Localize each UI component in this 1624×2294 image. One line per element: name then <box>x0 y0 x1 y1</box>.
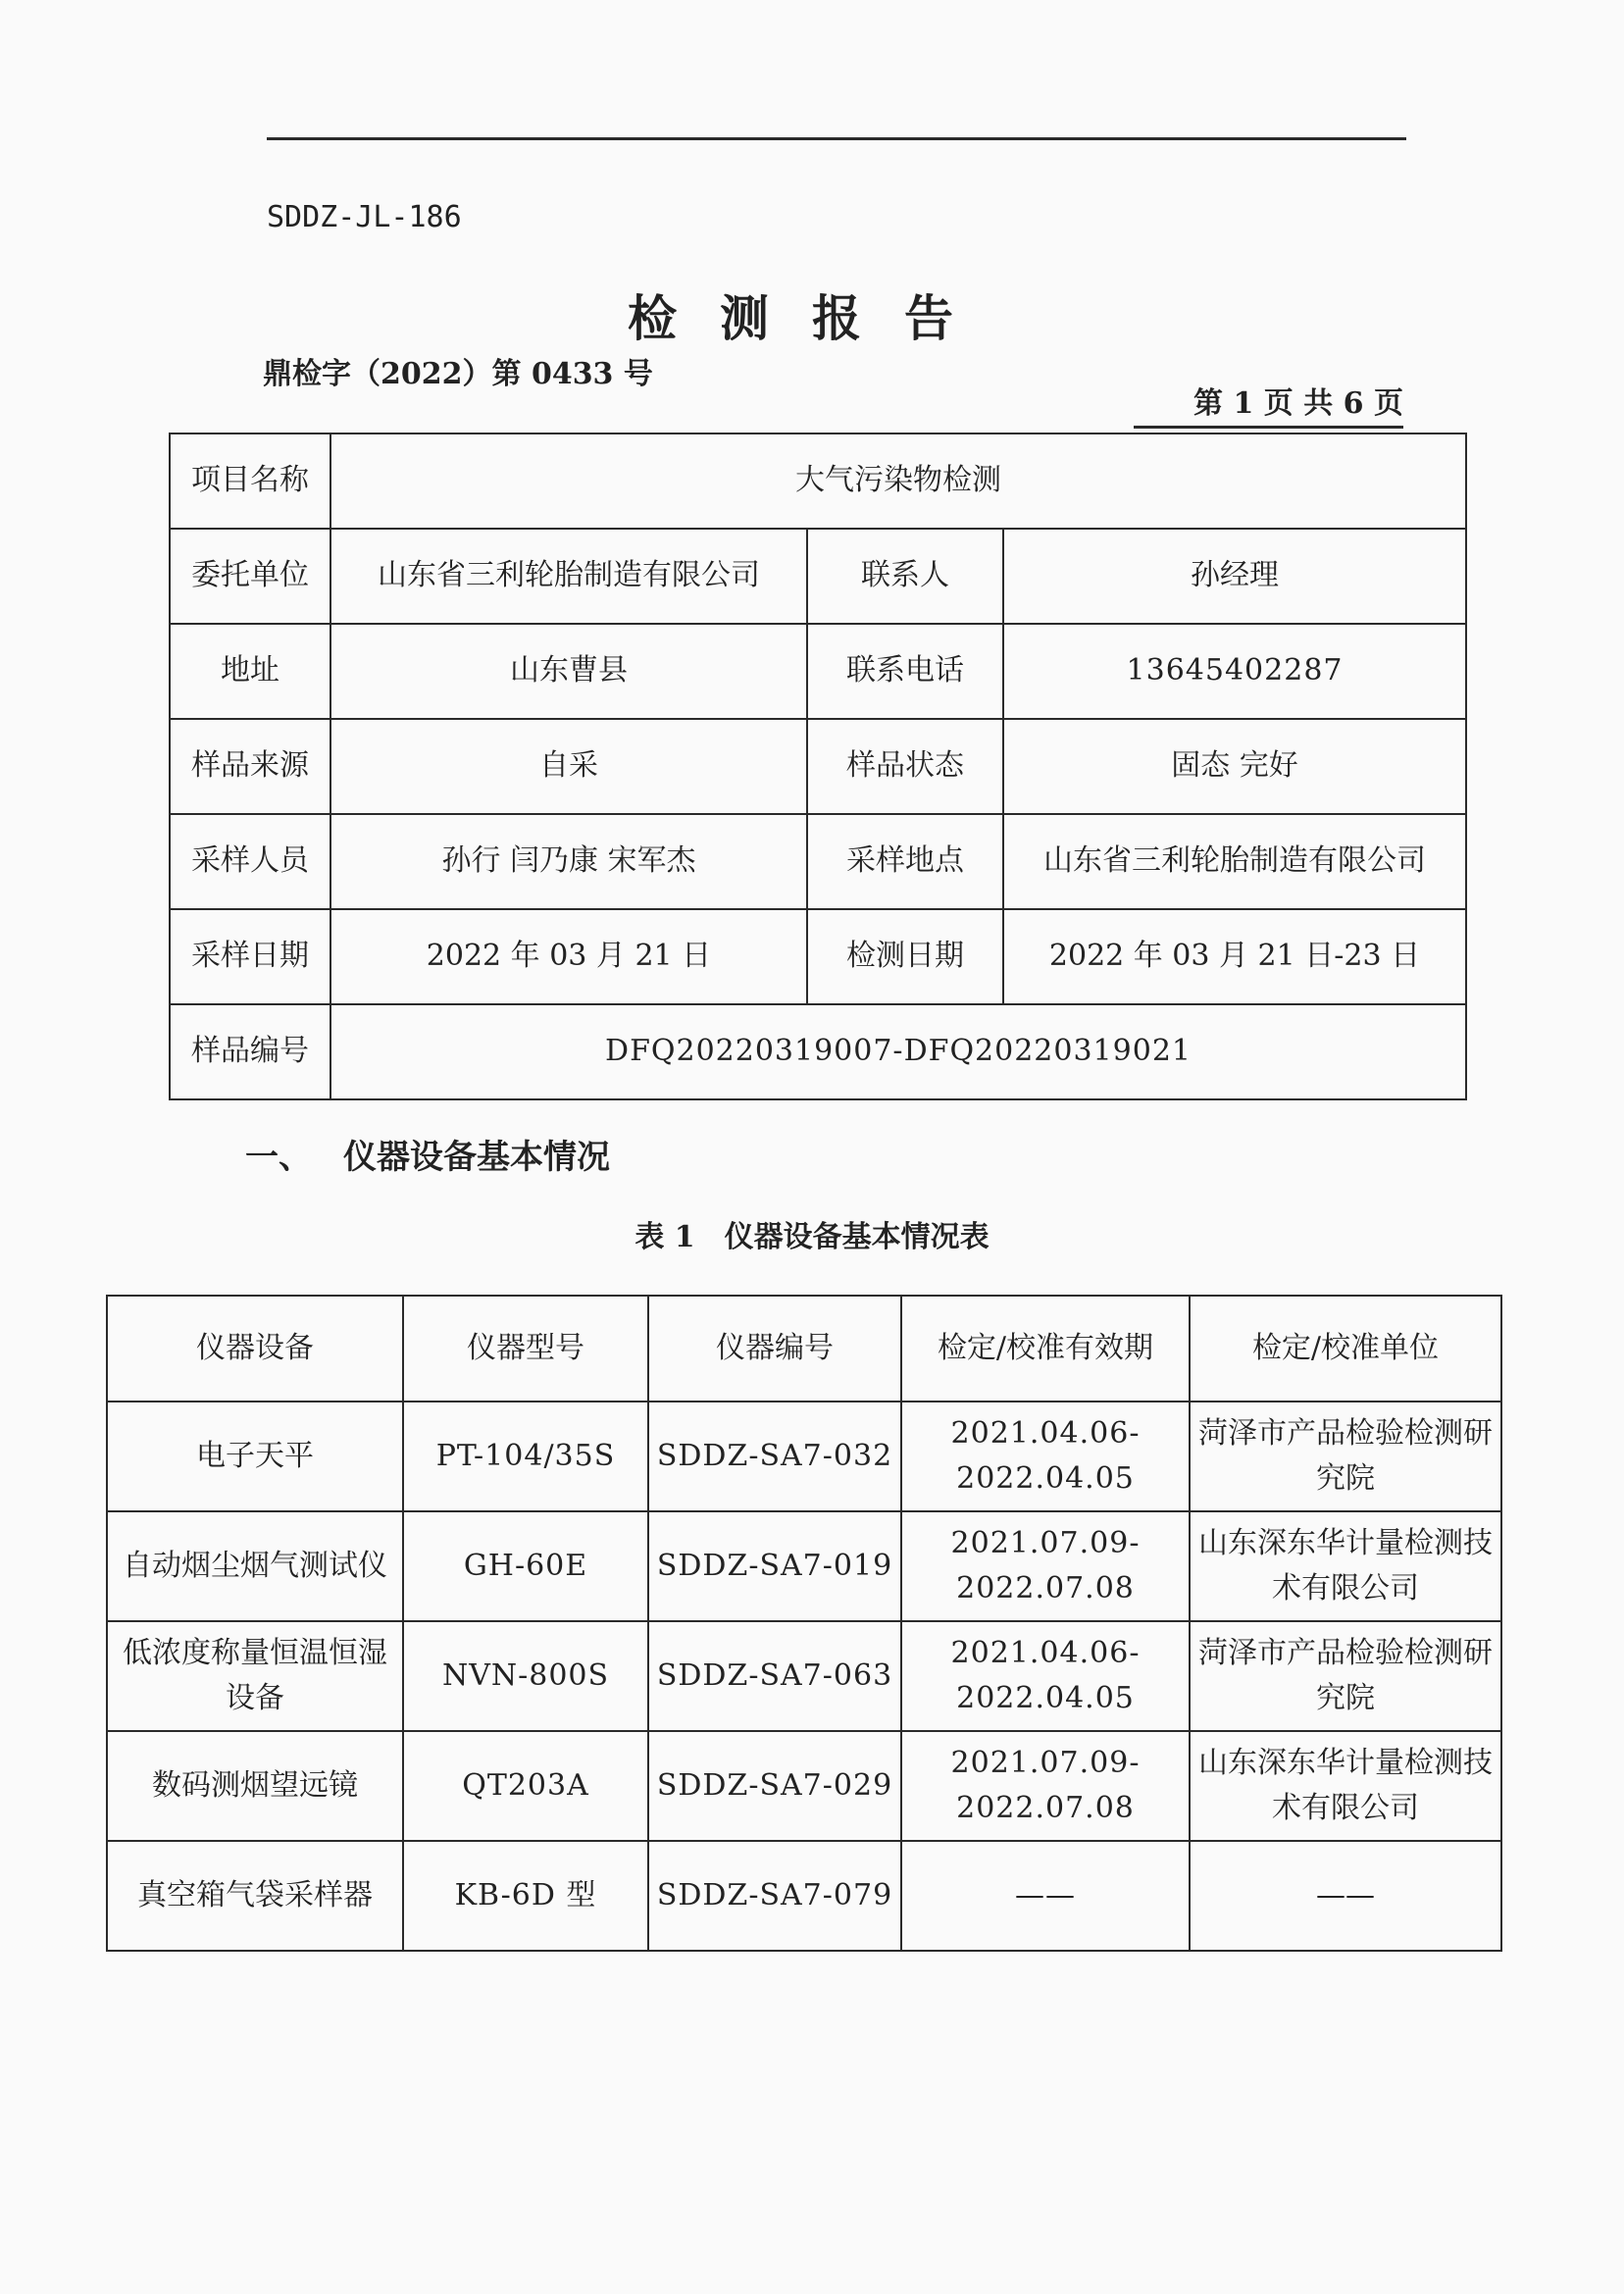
table-row <box>107 1402 1501 1511</box>
report-title: 检测报告 <box>628 289 996 347</box>
address-label: 地址 <box>170 624 330 719</box>
equipment-name: 低浓度称量恒温恒湿设备 <box>107 1621 403 1731</box>
sampler-value: 孙行 闫乃康 宋军杰 <box>330 814 807 909</box>
table-row <box>107 1511 1501 1621</box>
calibration-unit: 菏泽市产品检验检测研究院 <box>1190 1402 1501 1511</box>
sample-no-label: 样品编号 <box>170 1004 330 1099</box>
equipment-number: SDDZ-SA7-079 <box>648 1841 901 1951</box>
contact-value: 孙经理 <box>1003 529 1466 624</box>
address-value: 山东曹县 <box>330 624 807 719</box>
client-value: 山东省三利轮胎制造有限公司 <box>330 529 807 624</box>
equipment-model: GH-60E <box>403 1511 648 1621</box>
equipment-name: 数码测烟望远镜 <box>107 1731 403 1841</box>
column-header: 仪器型号 <box>403 1296 648 1402</box>
project-value: 大气污染物检测 <box>330 433 1466 529</box>
page-indicator: 第 1 页 共 6 页 <box>1134 379 1403 429</box>
equipment-model: QT203A <box>403 1731 648 1841</box>
state-label: 样品状态 <box>807 719 1003 814</box>
phone-value: 13645402287 <box>1003 624 1466 719</box>
equipment-name: 电子天平 <box>107 1402 403 1511</box>
phone-label: 联系电话 <box>807 624 1003 719</box>
report-info-table <box>169 433 1467 1100</box>
report-number: 鼎检字（2022）第 0433 号 <box>263 357 653 391</box>
calibration-unit: 山东深东华计量检测技术有限公司 <box>1190 1731 1501 1841</box>
equipment-model: KB-6D 型 <box>403 1841 648 1951</box>
site-label: 采样地点 <box>807 814 1003 909</box>
equipment-table <box>106 1295 1502 1952</box>
header-rule <box>267 137 1406 140</box>
calibration-unit: 菏泽市产品检验检测研究院 <box>1190 1621 1501 1731</box>
table-row <box>107 1731 1501 1841</box>
table-row <box>107 1621 1501 1731</box>
sample-no-value: DFQ20220319007-DFQ20220319021 <box>330 1004 1466 1099</box>
calibration-validity: 2021.04.06-2022.04.05 <box>901 1621 1190 1731</box>
calibration-validity: —— <box>901 1841 1190 1951</box>
document-code: SDDZ-JL-186 <box>267 200 462 234</box>
section-number: 一、 <box>245 1138 312 1177</box>
site-value: 山东省三利轮胎制造有限公司 <box>1003 814 1466 909</box>
column-header: 检定/校准单位 <box>1190 1296 1501 1402</box>
column-header: 仪器设备 <box>107 1296 403 1402</box>
calibration-validity: 2021.07.09-2022.07.08 <box>901 1731 1190 1841</box>
equipment-model: PT-104/35S <box>403 1402 648 1511</box>
section-heading <box>245 1130 610 1178</box>
equipment-number: SDDZ-SA7-063 <box>648 1621 901 1731</box>
project-label: 项目名称 <box>170 433 330 529</box>
equipment-name: 自动烟尘烟气测试仪 <box>107 1511 403 1621</box>
section-title: 仪器设备基本情况 <box>343 1138 610 1177</box>
source-value: 自采 <box>330 719 807 814</box>
calibration-unit: 山东深东华计量检测技术有限公司 <box>1190 1511 1501 1621</box>
client-label: 委托单位 <box>170 529 330 624</box>
sample-date-label: 采样日期 <box>170 909 330 1004</box>
calibration-validity: 2021.04.06-2022.04.05 <box>901 1402 1190 1511</box>
equipment-name: 真空箱气袋采样器 <box>107 1841 403 1951</box>
state-value: 固态 完好 <box>1003 719 1466 814</box>
calibration-unit: —— <box>1190 1841 1501 1951</box>
table-caption: 表 1 仪器设备基本情况表 <box>634 1220 990 1254</box>
equipment-model: NVN-800S <box>403 1621 648 1731</box>
test-date-value: 2022 年 03 月 21 日-23 日 <box>1003 909 1466 1004</box>
contact-label: 联系人 <box>807 529 1003 624</box>
sample-date-value: 2022 年 03 月 21 日 <box>330 909 807 1004</box>
equipment-number: SDDZ-SA7-019 <box>648 1511 901 1621</box>
column-header: 仪器编号 <box>648 1296 901 1402</box>
column-header: 检定/校准有效期 <box>901 1296 1190 1402</box>
equipment-number: SDDZ-SA7-032 <box>648 1402 901 1511</box>
sampler-label: 采样人员 <box>170 814 330 909</box>
test-date-label: 检测日期 <box>807 909 1003 1004</box>
source-label: 样品来源 <box>170 719 330 814</box>
table-row <box>107 1841 1501 1951</box>
equipment-number: SDDZ-SA7-029 <box>648 1731 901 1841</box>
calibration-validity: 2021.07.09-2022.07.08 <box>901 1511 1190 1621</box>
